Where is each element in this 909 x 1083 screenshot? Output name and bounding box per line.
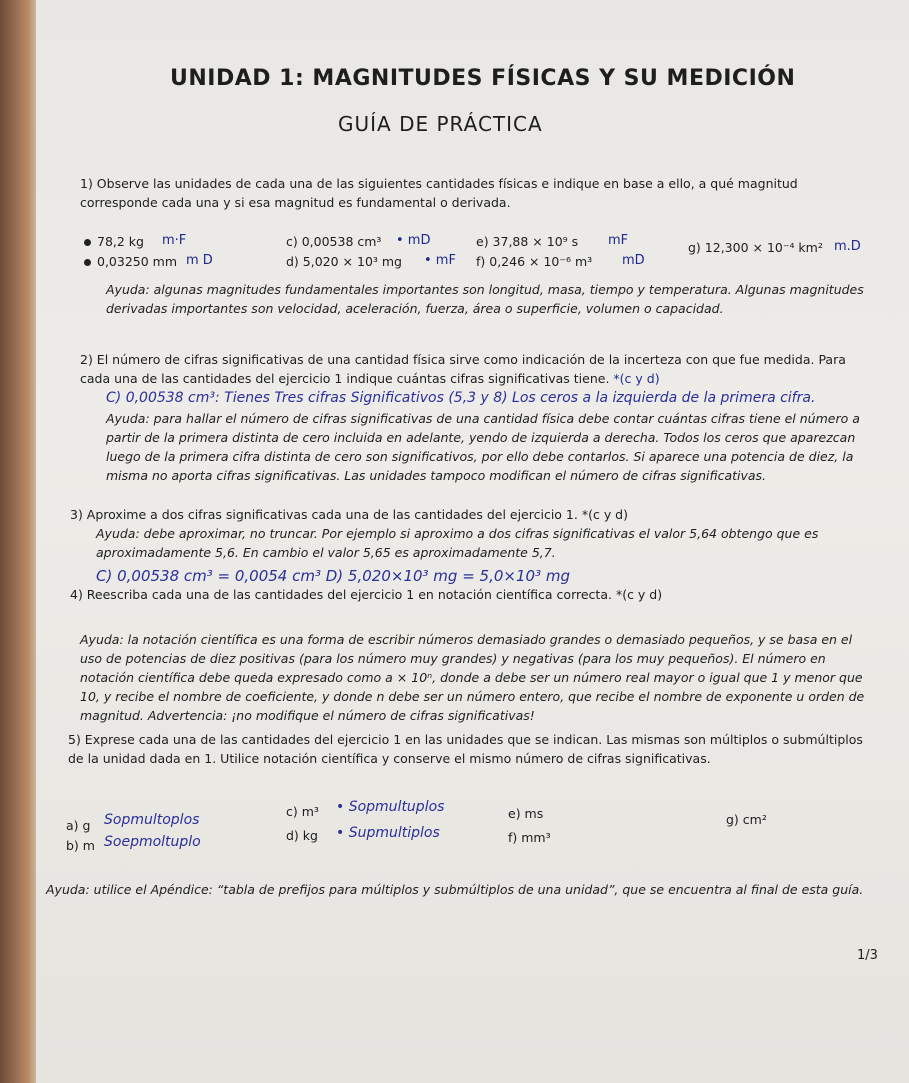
page-title: UNIDAD 1: MAGNITUDES FÍSICAS Y SU MEDICIÓN [170,66,796,91]
q5-item-b: b) m [66,838,95,853]
question-3-text: 3) Aproxime a dos cifras significativas cada una de las cantidades del ejercicio 1. *(c y d) [70,507,628,522]
q1-handwritten-g: m.D [834,239,861,254]
q2-handwritten-answer: C) 0,00538 cm³: Tienes Tres cifras Significativos (5,3 y 8) Los ceros a la izquierda de la primera cifra. [106,390,816,406]
q5-item-f: f) mm³ [508,830,551,845]
q5-help: Ayuda: utilice el Apéndice: “tabla de prefijos para múltiplos y submúltiplos de una unidad”, que se encuentra al final de esta guía. [46,882,864,897]
q3-help: Ayuda: debe aproximar, no truncar. Por ejemplo si aproximo a dos cifras significativas el valor 5,64 obtengo que es aproximadamente 5,6. En cambio el valor 5,65 es aproximadamente 5,7. [96,526,819,560]
q1-handwritten-c: • mD [396,233,431,248]
question-5-text: 5) Exprese cada una de las cantidades del ejercicio 1 en las unidades que se indican. Las mismas son múltiplos o submúltiplos de la unidad dada en 1. Utilice notación científica y conserve el mismo número de cifras significativas. [68,732,863,766]
q3-handwritten-answer: C) 0,00538 cm³ = 0,0054 cm³ D) 5,020×10³ mg = 5,0×10³ mg [96,567,570,585]
q1-item-g: g) 12,300 × 10⁻⁴ km² [688,240,823,255]
q4-help: Ayuda: la notación científica es una forma de escribir números demasiado grandes o demasiado pequeños, y se basa en el uso de potencias de diez positivas (para los número muy grandes) y negativas (para los muy pequeños). El número en notación científica debe queda expresado como a × 10ⁿ, donde a debe ser un número real mayor o igual que 1 y menor que 10, y recibe el nombre de coeficiente, y donde n debe ser un número entero, que recibe el nombre de exponente u orden de magnitud. Advertencia: ¡no modifique el número de cifras significativas! [80,632,865,723]
q5-handwritten-c: • Sopmultuplos [336,799,445,815]
q1-item-a: 78,2 kg [84,234,144,249]
q5-item-d: d) kg [286,828,318,843]
q1-handwritten-d: • mF [424,253,456,268]
bullet-icon [84,259,91,266]
q1-item-c: c) 0,00538 cm³ [286,234,382,249]
q3-mark: *(c y d) [581,507,628,522]
q1-item-f: f) 0,246 × 10⁻⁶ m³ [476,254,593,269]
question-2-text: 2) El número de cifras significativas de una cantidad física sirve como indicación de la incerteza con que fue medida. Para cada una de las cantidades del ejercicio 1 indique cuántas cifras significativas tiene. *(c y d) [80,352,846,386]
q4-mark: *(c y d) [615,587,663,602]
q1-handwritten-f: mD [622,253,645,268]
q1-handwritten-a: m·F [162,233,187,248]
page-subtitle: GUÍA DE PRÁCTICA [338,112,543,136]
q5-handwritten-b: Soepmoltuplo [104,834,201,850]
q5-handwritten-d: • Supmultiplos [336,825,440,841]
q1-handwritten-b: m D [186,253,213,268]
page-number: 1/3 [857,948,878,963]
q1-item-b: 0,03250 mm [84,254,177,269]
q5-handwritten-a: Sopmultoplos [104,812,200,828]
q1-handwritten-e: mF [608,233,629,248]
q5-item-a: a) g [66,818,91,833]
q1-item-e: e) 37,88 × 10⁹ s [476,234,579,249]
q2-mark: *(c y d) [613,371,660,386]
q1-item-d: d) 5,020 × 10³ mg [286,254,402,269]
question-1-text: 1) Observe las unidades de cada una de las siguientes cantidades físicas e indique en base a ello, a qué magnitud corresponde cada una y si esa magnitud es fundamental o derivada. [80,176,798,210]
q5-item-c: c) m³ [286,804,319,819]
q5-item-e: e) ms [508,806,544,821]
bullet-icon [84,239,91,246]
q5-item-g: g) cm² [726,812,767,827]
q1-help: Ayuda: algunas magnitudes fundamentales importantes son longitud, masa, tiempo y temperatura. Algunas magnitudes derivadas importantes son velocidad, aceleración, fuerza, área o superficie, volumen o capacidad. [106,282,864,316]
q2-help: Ayuda: para hallar el número de cifras significativas de una cantidad física debe contar cuántas cifras tiene el número a partir de la primera distinta de cero incluida en adelante, yendo de izquierda a derecha. Todos los ceros que aparezcan luego de la primera cifra distinta de cero son significativos, por ello debe contarlos. Si aparece una potencia de diez, la misma no aporta cifras significativas. Las unidades tampoco modifican el número de cifras significativas. [106,411,860,483]
question-4-text: 4) Reescriba cada una de las cantidades del ejercicio 1 en notación científica correcta. *(c y d) [70,587,663,602]
